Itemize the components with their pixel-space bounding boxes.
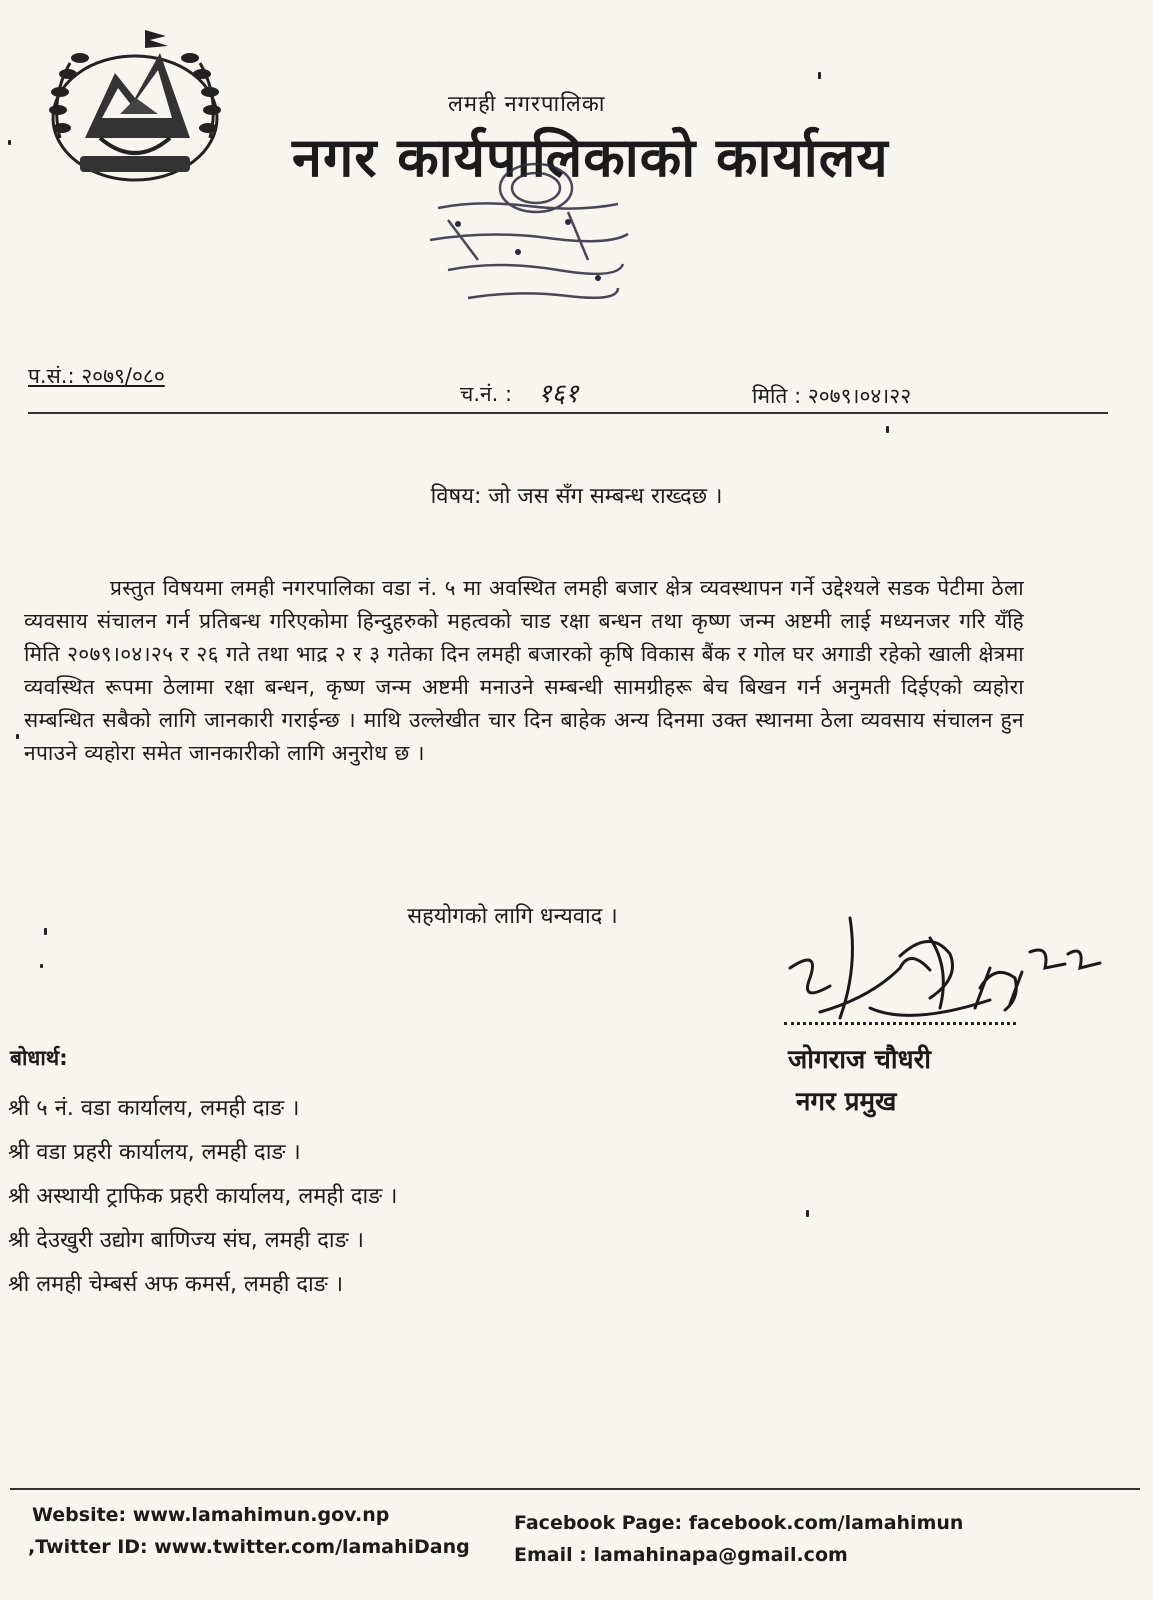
scan-speck — [818, 72, 821, 79]
letter-date: मिति : २०७९।०४।२२ — [752, 384, 912, 408]
handwritten-signature — [780, 908, 1110, 1038]
closing-line: सहयोगको लागि धन्यवाद । — [407, 904, 618, 929]
scan-speck — [806, 1210, 809, 1217]
signatory-title: नगर प्रमुख — [796, 1087, 897, 1117]
signature-line — [784, 1022, 1016, 1025]
letter-body: प्रस्तुत विषयमा लमही नगरपालिका वडा नं. ५ मा अवस्थित लमही बजार क्षेत्र व्यवस्थापन गर्ने उद्देश्यले सडक पेटीमा ठेला व्यवसाय संचालन गर्न प्रतिबन्ध गरिएकोमा हिन्दुहरुको महत्वको चाड रक्षा बन्धन तथा कृष्ण जन्म अष्टमी लाई मध्यनजर गरि यँहि मिति २०७९।०४।२५ र २६ गते तथा भाद्र २ र ३ गतेका दिन लमही बजारको कृषि विकास बैंक र गोल घर अगाडी रहेको खाली क्षेत्रमा व्यवस्थित रूपमा ठेलामा रक्षा बन्धन, कृष्ण जन्म अष्टमी मनाउने सम्बन्धी सामग्रीहरू बेच बिखन गर्न अनुमती दिईएको व्यहोरा सम्बन्धित सबैको लागि जानकारी गराईन्छ । माथि उल्लेखीत चार दिन बाहेक अन्य दिनमा उक्त स्थानमा ठेला व्यवसाय संचालन हुन नपाउने व्यहोरा समेत जानकारीको लागि अनुरोध छ । — [24, 576, 1024, 765]
office-seal-stamp — [418, 160, 648, 310]
dispatch-label: च.नं. : — [460, 382, 513, 406]
header-divider — [28, 412, 1108, 414]
footer-twitter: ,Twitter ID: www.twitter.com/lamahiDang — [28, 1536, 470, 1558]
municipality-name: लमही नगरपालिका — [448, 92, 606, 117]
footer-facebook: Facebook Page: facebook.com/lamahimun — [514, 1512, 964, 1534]
footer-divider — [10, 1488, 1140, 1490]
footer-website: Website: www.lamahimun.gov.np — [32, 1504, 390, 1526]
cc-item: श्री लमही चेम्बर्स अफ कमर्स, लमही दाङ । — [8, 1272, 344, 1297]
cc-item: श्री वडा प्रहरी कार्यालय, लमही दाङ । — [8, 1140, 301, 1165]
subject-line: विषय: जो जस सँग सम्बन्ध राख्दछ । — [430, 484, 723, 509]
cc-heading: बोधार्थ: — [10, 1046, 68, 1070]
footer-email: Email : lamahinapa@gmail.com — [514, 1544, 848, 1566]
nepal-emblem-icon — [40, 18, 230, 188]
scan-speck — [40, 964, 43, 968]
scan-speck — [16, 734, 19, 739]
cc-item: श्री देउखुरी उद्योग बाणिज्य संघ, लमही दाङ । — [8, 1228, 364, 1253]
scan-speck — [8, 140, 11, 145]
reference-row — [28, 362, 1108, 409]
cc-list — [8, 1094, 398, 1314]
office-title: नगर कार्यपालिकाको कार्यालय — [292, 126, 889, 189]
fiscal-year-number: प.सं.: २०७९/०८० — [28, 364, 165, 388]
scan-speck — [44, 928, 47, 935]
dispatch-number: १६१ — [538, 379, 579, 409]
cc-item: श्री अस्थायी ट्राफिक प्रहरी कार्यालय, लमही दाङ । — [8, 1184, 398, 1209]
signatory-name: जोगराज चौधरी — [788, 1045, 931, 1075]
cc-item: श्री ५ नं. वडा कार्यालय, लमही दाङ । — [8, 1096, 300, 1121]
scan-speck — [886, 426, 889, 433]
